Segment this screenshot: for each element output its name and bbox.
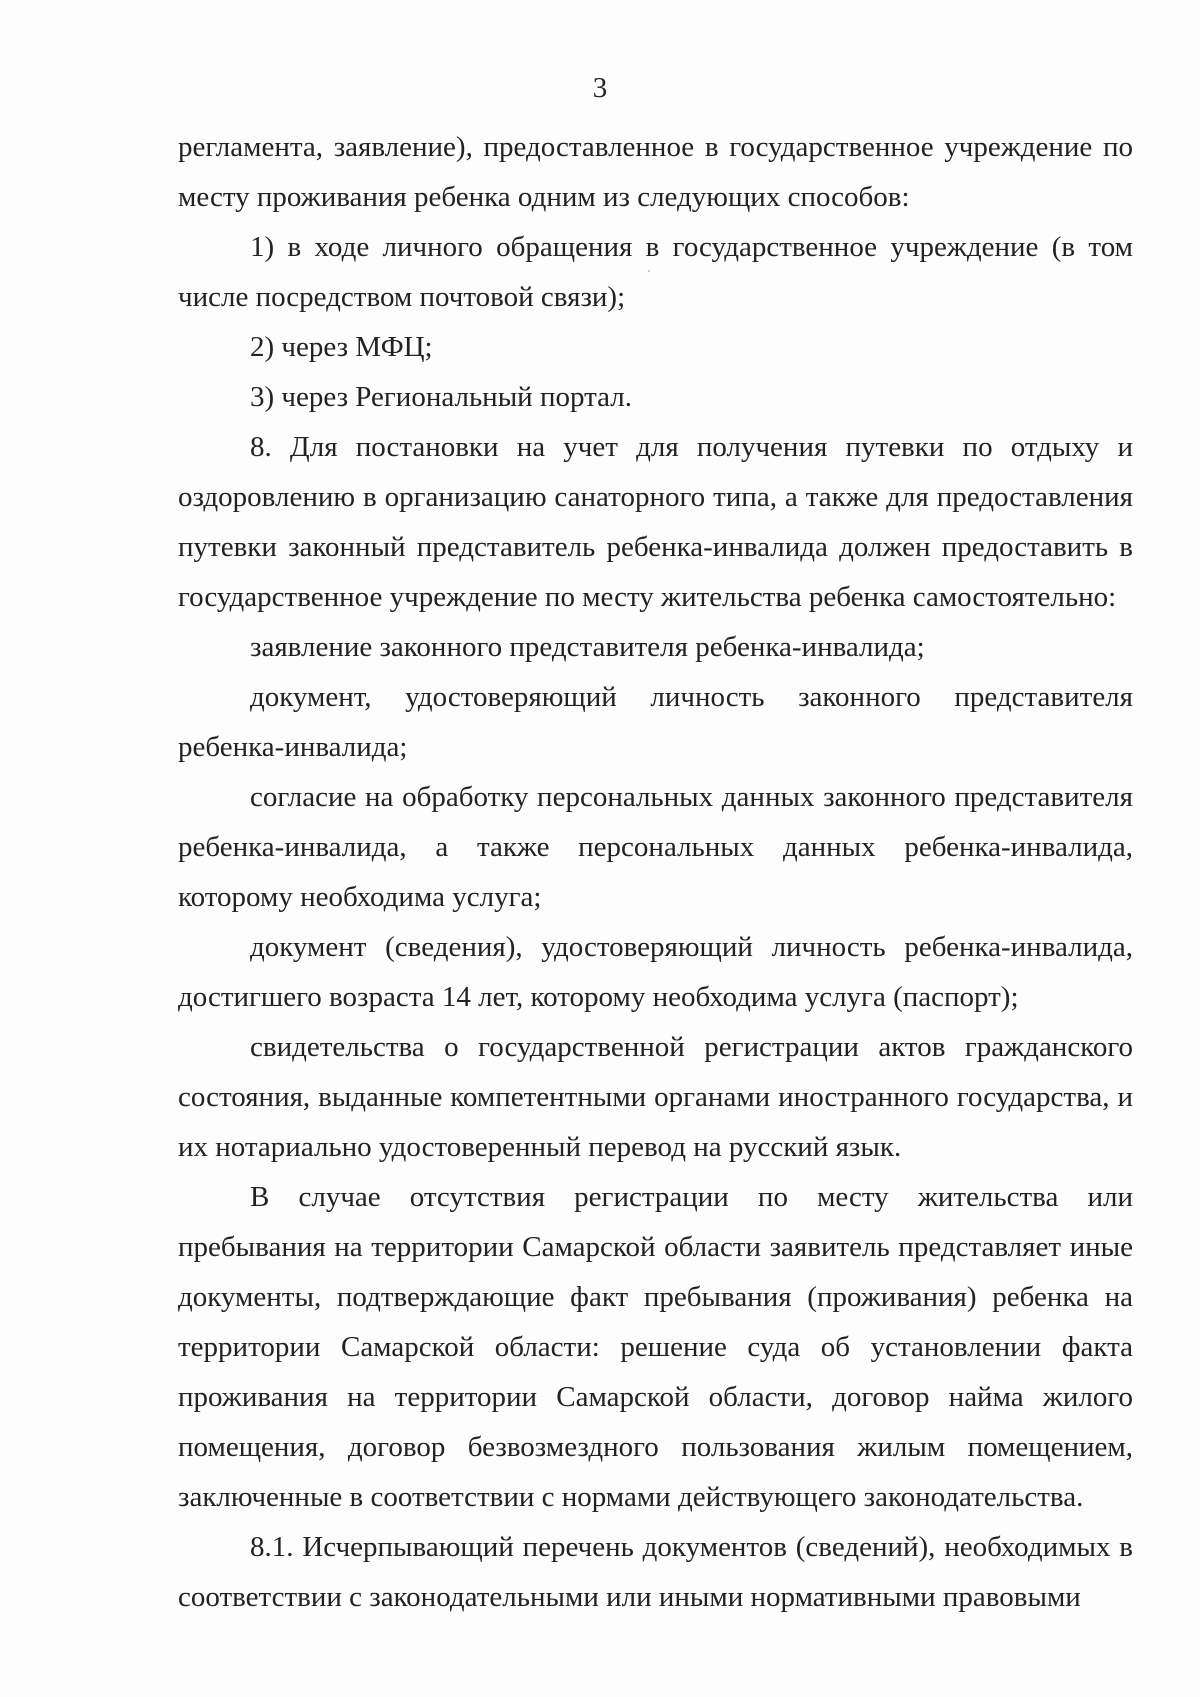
list-item-1: 1) в ходе личного обращения в государственное учреждение (в том числе посредством почтовой связи); bbox=[178, 231, 1133, 313]
paragraph-continuation: регламента, заявление), предоставленное в государственное учреждение по месту проживания ребенка одним из следующих способов: bbox=[178, 131, 1133, 213]
document-list-item: свидетельства о государственной регистрации актов гражданского состояния, выданные компетентными органами иностранного государства, и их нотариально удостоверенный перевод на русский язык. bbox=[178, 1031, 1133, 1163]
document-list-item: документ, удостоверяющий личность законного представителя ребенка-инвалида; bbox=[178, 681, 1133, 763]
document-list-item: заявление законного представителя ребенка-инвалида; bbox=[250, 631, 925, 663]
document-list-item: согласие на обработку персональных данных законного представителя ребенка-инвалида, а также персональных данных ребенка-инвалида, которому необходима услуга; bbox=[178, 781, 1133, 913]
scan-dot-mark bbox=[648, 270, 650, 272]
page-number: 3 bbox=[592, 72, 608, 104]
document-body bbox=[178, 122, 1133, 1622]
list-item-2: 2) через МФЦ; bbox=[250, 331, 433, 363]
document-list-item: документ (сведения), удостоверяющий личность ребенка-инвалида, достигшего возраста 14 лет, которому необходима услуга (паспорт); bbox=[178, 931, 1133, 1013]
residence-paragraph: В случае отсутствия регистрации по месту жительства или пребывания на территории Самарской области заявитель представляет иные документы, подтверждающие факт пребывания (проживания) ребенка на территории Самарской области: решение суда об установлении факта проживания на территории Самарской области, договор найма жилого помещения, договор безвозмездного пользования жилым помещением, заключенные в соответствии с нормами действующего законодательства. bbox=[178, 1181, 1133, 1513]
section-8-1-paragraph: 8.1. Исчерпывающий перечень документов (сведений), необходимых в соответствии с законодательными или иными нормативными правовыми bbox=[178, 1531, 1133, 1613]
list-item-3: 3) через Региональный портал. bbox=[250, 381, 632, 413]
section-8-paragraph: 8. Для постановки на учет для получения путевки по отдыху и оздоровлению в организацию санаторного типа, а также для предоставления путевки законный представитель ребенка-инвалида должен предоставить в государственное учреждение по месту жительства ребенка самостоятельно: bbox=[178, 431, 1133, 613]
